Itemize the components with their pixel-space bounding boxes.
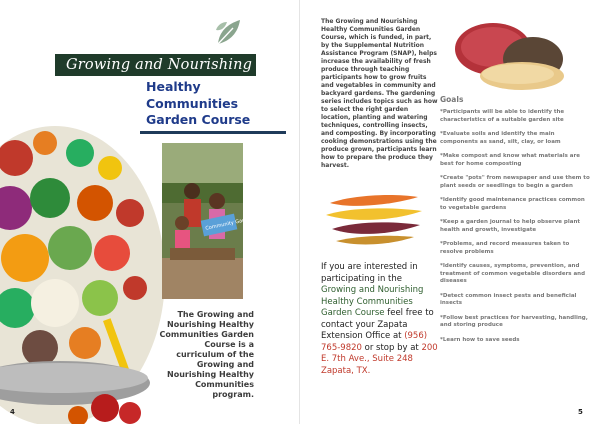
title-rule xyxy=(140,131,286,134)
contact-phone: (956) 765-9820 xyxy=(321,331,428,353)
contact-text: feel free to contact your Zapata Extension Office at xyxy=(321,308,434,341)
contact-course-name: Growing and Nourishing Healthy Communities Garden Course xyxy=(321,285,424,318)
photo-sign-text: Community Garden xyxy=(204,215,254,232)
goal-item: *Follow best practices for harvesting, handling, and storing produce xyxy=(440,314,588,328)
page-number: 5 xyxy=(578,408,583,416)
goal-item: *Make compost and know what materials are best for home composting xyxy=(440,153,580,167)
course-title xyxy=(146,79,286,129)
contact-address: 200 E. 7th Ave., Suite 248 Zapata, TX. xyxy=(321,342,438,376)
contact-text: If you are interested in participating in the xyxy=(321,262,418,284)
goal-item: *Problems, and record measures taken to resolve problems xyxy=(440,241,570,255)
goal-item: *Learn how to save seeds xyxy=(440,336,520,343)
course-blurb: The Growing and Nourishing Healthy Communities Garden Course is a curriculum of the Growing and Nourishing Healthy Communities program. xyxy=(159,310,254,399)
goal-item: *Detect common insect pests and beneficial insects xyxy=(440,292,577,306)
potatoes-image xyxy=(448,14,570,94)
goals-list xyxy=(440,95,590,351)
goal-item: *Evaluate soils and identify the main components as sand, silt, clay, or loam xyxy=(440,131,561,145)
goal-item: *Identify good maintenance practices common to vegetable gardens xyxy=(440,197,585,211)
leaf-icon xyxy=(213,16,243,48)
goal-item: *Create "pots" from newspaper and use them to plant seeds or seedlings to begin a garden xyxy=(440,175,590,189)
goals-heading: Goals xyxy=(440,95,464,104)
course-title-line: Communities xyxy=(146,95,239,111)
page-number: 4 xyxy=(10,408,15,416)
course-title-line: Garden Course xyxy=(146,112,251,127)
contact-text: or stop by at xyxy=(361,342,422,353)
garden-children-photo xyxy=(162,143,254,299)
course-title-line: Healthy xyxy=(146,79,201,94)
contact-paragraph xyxy=(321,262,439,377)
intro-paragraph: The Growing and Nourishing Healthy Communities Garden Course, which is funded, in part, by the Supplemental Nutrition Assistance Program (SNAP), helps increase the availability of fresh produce through teaching participants how to grow fruits and vegetables in community and backyard gardens. The gardening series includes topics such as how to select the right garden location, planting and watering techniques, controlling insects, and composting. By incorporating cooking demonstrations using the produce grown, participants learn how to prepare the produce they harvest. xyxy=(321,18,438,169)
goal-item: *Identify causes, symptoms, prevention, and treatment of common vegetable disorders and diseases xyxy=(440,263,586,284)
vegetable-bowl-image xyxy=(0,128,160,424)
goal-item: *Keep a garden journal to help observe plant health and growth, investigate xyxy=(440,219,581,233)
banner-title-text: Growing and Nourishing xyxy=(66,57,253,73)
goal-item: *Participants will be able to identify the characteristics of a suitable garden site xyxy=(440,109,565,123)
banner-title xyxy=(55,54,256,76)
carrots-image xyxy=(322,189,426,247)
